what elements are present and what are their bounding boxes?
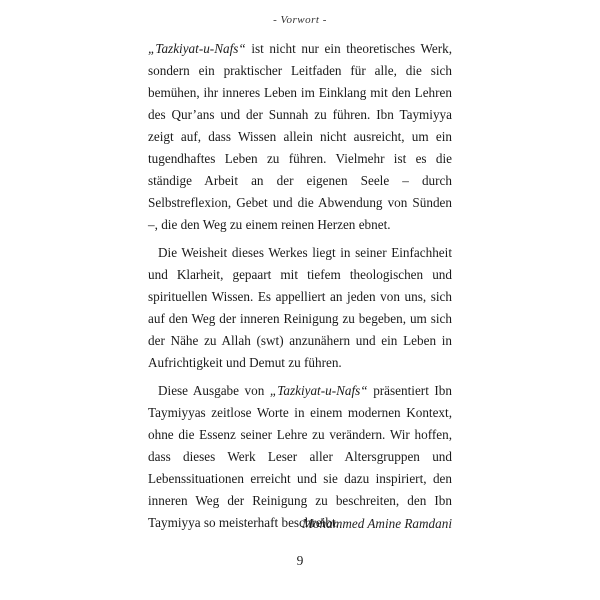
page-number: 9: [296, 553, 304, 568]
paragraph-3-text: präsentiert Ibn Taymiyyas zeitlose Worte in einem modernen Kontext, ohne die Essenz seiner Lehre zu verändern. Wir hoffen, dass dieses Werk Leser aller Altersgruppen und Lebenssituationen erreicht und sie dazu inspiriert, den inneren Weg der Reinigung zu beschreiten, den Ibn Taymiyya so meisterhaft beschreibt.: [148, 383, 452, 530]
paragraph-1-text: ist nicht nur ein theoretisches Werk, sondern ein praktischer Leitfaden für alle, die sich bemühen, ihr inneres Leben im Einklang mit den Lehren des Qur’ans und der Sunnah zu führen. Ibn Taymiyya zeigt auf, dass Wissen allein nicht ausreicht, um ein tugendhaftes Leben zu führen. Vielmehr ist es die ständige Arbeit an der eigenen Seele – durch Selbstreflexion, Gebet und die Abwendung von Sünden –, die den Weg zu einem reinen Herzen ebnet.: [148, 41, 452, 232]
author-signature: Mohammed Amine Ramdani: [302, 516, 452, 531]
paragraph-2: Die Weisheit dieses Werkes liegt in seiner Einfachheit und Klarheit, gepaart mit tiefem theologischen und spirituellen Wissen. Es appelliert an jeden von uns, sich auf den Weg der inneren Reinigung zu begeben, um sich der Nähe zu Allah (swt) anzunähern und ein Leben in Aufrichtigkeit und Demut zu führen.: [148, 245, 452, 370]
body-text: [148, 38, 452, 540]
book-title-1: „Tazkiyat-u-Nafs“: [148, 41, 246, 56]
book-title-2: „Tazkiyat-u-Nafs“: [269, 383, 368, 398]
paragraph-1: [148, 38, 452, 236]
running-head: - Vorwort -: [273, 14, 327, 26]
paragraph-3-lead: Diese Ausgabe von: [158, 383, 270, 398]
paragraph-3: [148, 380, 452, 534]
